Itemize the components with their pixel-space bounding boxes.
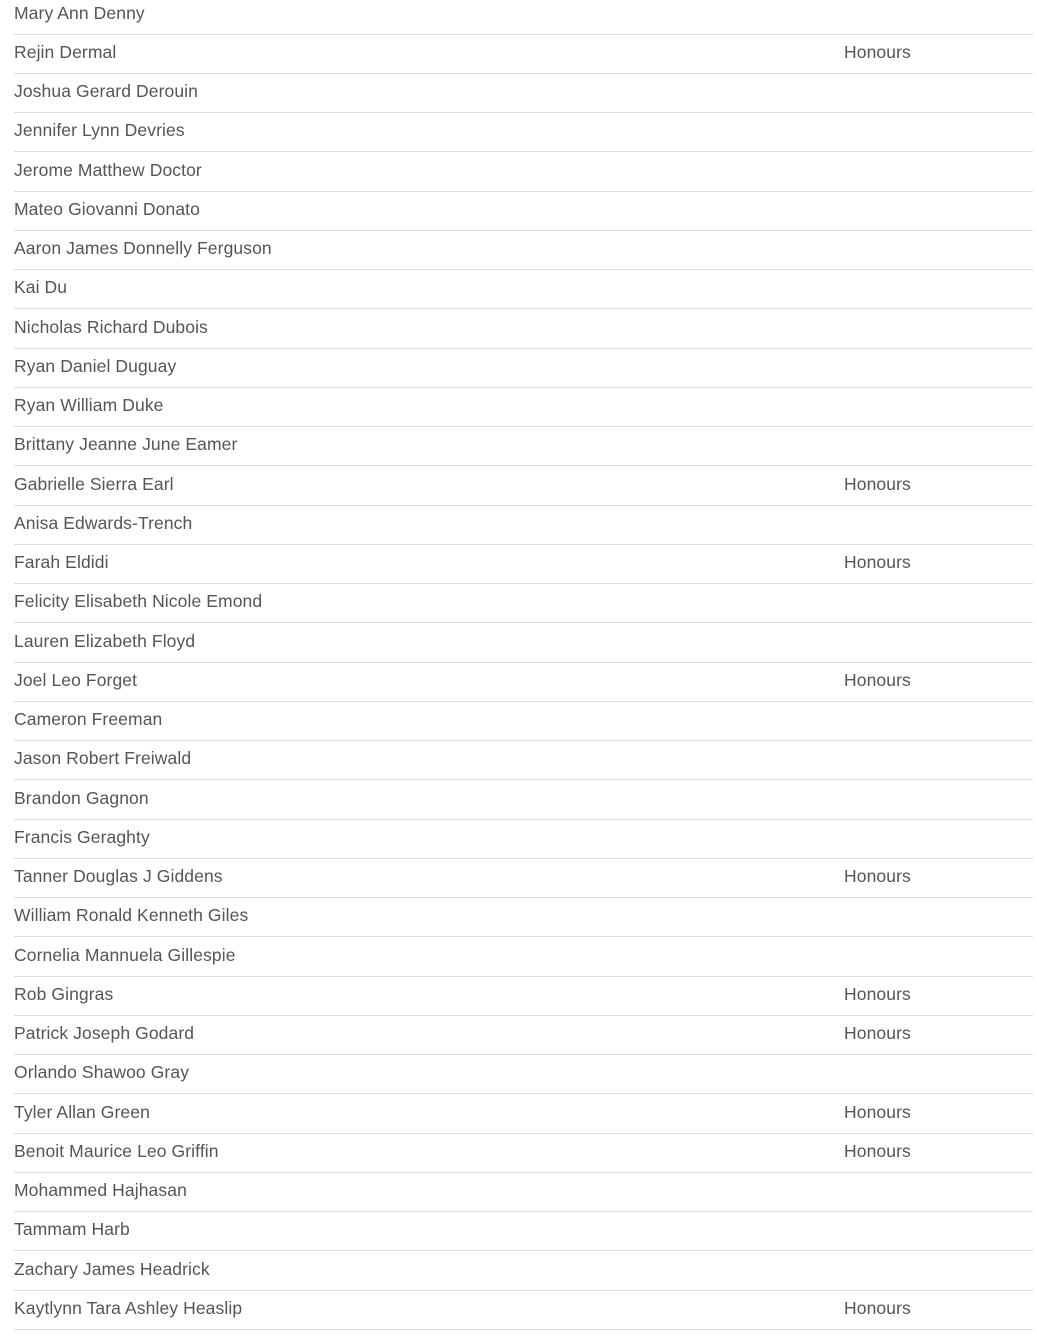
- honours-label: Honours: [844, 1101, 911, 1122]
- graduate-name: Mohammed Hajhasan: [14, 1180, 187, 1200]
- graduate-name: Mateo Giovanni Donato: [14, 198, 200, 219]
- graduate-row: [14, 623, 1033, 662]
- graduate-row: [14, 192, 1033, 231]
- honours-label: Honours: [844, 473, 911, 494]
- honours-label: Honours: [844, 1297, 911, 1318]
- graduate-row: [14, 663, 1033, 702]
- graduate-list: [14, 0, 1033, 1330]
- graduate-name: Francis Geraghty: [14, 826, 150, 847]
- honours-label: Honours: [844, 41, 911, 62]
- honours-label: Honours: [844, 1140, 911, 1161]
- graduate-row: [14, 859, 1033, 898]
- graduate-row: [14, 466, 1033, 505]
- graduate-name: Aaron James Donnelly Ferguson: [14, 238, 272, 258]
- honours-label: Honours: [844, 983, 911, 1004]
- honours-label: Honours: [844, 866, 911, 886]
- graduate-name: Nicholas Richard Dubois: [14, 316, 208, 337]
- graduate-row: [14, 388, 1033, 427]
- graduate-row: [14, 152, 1033, 191]
- graduate-name: Brittany Jeanne June Eamer: [14, 434, 238, 455]
- graduate-row: [14, 820, 1033, 859]
- graduate-name: Brandon Gagnon: [14, 787, 149, 808]
- graduate-name: Gabrielle Sierra Earl: [14, 473, 174, 494]
- graduate-name: Jerome Matthew Doctor: [14, 159, 202, 180]
- graduate-row: [14, 113, 1033, 152]
- graduate-name: Rob Gingras: [14, 983, 114, 1004]
- graduate-name: Lauren Elizabeth Floyd: [14, 630, 196, 651]
- graduate-name: Ryan William Duke: [14, 395, 164, 415]
- graduate-name: Joel Leo Forget: [14, 669, 138, 690]
- graduate-name: Benoit Maurice Leo Griffin: [14, 1140, 219, 1161]
- graduate-row: [14, 427, 1033, 466]
- graduate-name: Cameron Freeman: [14, 709, 163, 729]
- graduate-name: Kaytlynn Tara Ashley Heaslip: [14, 1297, 243, 1318]
- graduate-row: [14, 977, 1033, 1016]
- graduate-name: Tyler Allan Green: [14, 1101, 150, 1122]
- graduate-row: [14, 1251, 1033, 1290]
- graduate-name: Zachary James Headrick: [14, 1258, 210, 1279]
- graduate-name: Jason Robert Freiwald: [14, 748, 192, 769]
- graduate-name: Kai Du: [14, 277, 68, 298]
- graduate-name: Rejin Dermal: [14, 41, 117, 62]
- graduate-row: [14, 349, 1033, 388]
- graduate-row: [14, 1094, 1033, 1133]
- graduate-row: [14, 937, 1033, 976]
- graduate-name: Orlando Shawoo Gray: [14, 1062, 190, 1083]
- graduate-row: [14, 74, 1033, 113]
- graduate-name: Farah Eldidi: [14, 552, 109, 572]
- graduate-row: [14, 545, 1033, 584]
- honours-label: Honours: [844, 552, 911, 572]
- graduate-row: [14, 584, 1033, 623]
- graduate-row: [14, 1016, 1033, 1055]
- honours-label: Honours: [844, 1023, 911, 1043]
- graduate-name: Tammam Harb: [14, 1219, 130, 1240]
- graduate-name: William Ronald Kenneth Giles: [14, 905, 249, 926]
- honours-label: Honours: [844, 669, 911, 690]
- graduate-name: Jennifer Lynn Devries: [14, 120, 185, 141]
- graduate-row: [14, 309, 1033, 348]
- graduate-row: [14, 506, 1033, 545]
- graduate-name: Cornelia Mannuela Gillespie: [14, 944, 236, 965]
- graduate-row: [14, 898, 1033, 937]
- graduate-name: Patrick Joseph Godard: [14, 1023, 195, 1043]
- graduate-row: [14, 1212, 1033, 1251]
- graduate-name: Mary Ann Denny: [14, 2, 145, 23]
- graduate-row: [14, 1055, 1033, 1094]
- graduate-row: [14, 1173, 1033, 1212]
- graduate-name: Joshua Gerard Derouin: [14, 81, 199, 101]
- graduate-row: [14, 1291, 1033, 1330]
- graduate-name: Tanner Douglas J Giddens: [14, 866, 223, 886]
- graduate-row: [14, 780, 1033, 819]
- graduate-row: [14, 1134, 1033, 1173]
- graduate-row: [14, 702, 1033, 741]
- graduate-name: Ryan Daniel Duguay: [14, 355, 177, 376]
- graduate-row: [14, 741, 1033, 780]
- graduate-name: Anisa Edwards-Trench: [14, 512, 193, 533]
- graduate-row: [14, 231, 1033, 270]
- graduate-row: [14, 35, 1033, 74]
- graduate-name: Felicity Elisabeth Nicole Emond: [14, 591, 263, 612]
- graduate-row: [14, 270, 1033, 309]
- graduate-row: [14, 0, 1033, 35]
